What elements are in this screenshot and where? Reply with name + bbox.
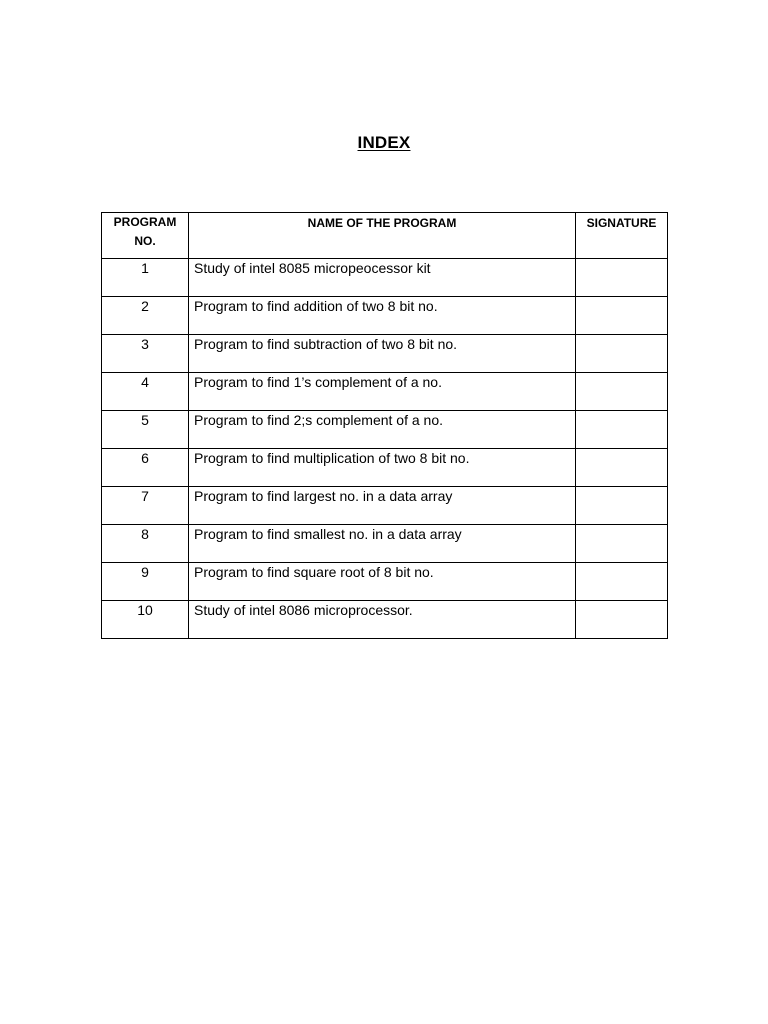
program-number-cell: 1: [102, 259, 189, 297]
program-name-cell: Program to find multiplication of two 8 bit no.: [189, 449, 576, 487]
header-program-no-line2: NO.: [134, 234, 156, 248]
signature-cell: [576, 487, 668, 525]
program-number-cell: 3: [102, 335, 189, 373]
program-number-cell: 6: [102, 449, 189, 487]
signature-cell: [576, 373, 668, 411]
table-row: [102, 449, 668, 487]
program-name-cell: Study of intel 8085 micropeocessor kit: [189, 259, 576, 297]
page-title: INDEX: [357, 133, 411, 152]
index-table: [101, 212, 668, 639]
program-name-cell: Program to find square root of 8 bit no.: [189, 563, 576, 601]
table-header-row: [102, 213, 668, 259]
program-name-cell: Program to find 2;s complement of a no.: [189, 411, 576, 449]
signature-cell: [576, 297, 668, 335]
program-number-cell: 9: [102, 563, 189, 601]
header-program-no-line1: PROGRAM: [113, 215, 177, 229]
table-row: [102, 259, 668, 297]
table-row: [102, 335, 668, 373]
program-name-cell: Program to find smallest no. in a data array: [189, 525, 576, 563]
header-program-name: NAME OF THE PROGRAM: [189, 213, 576, 259]
signature-cell: [576, 563, 668, 601]
header-signature: SIGNATURE: [576, 213, 668, 259]
program-number-cell: 5: [102, 411, 189, 449]
signature-cell: [576, 525, 668, 563]
program-number-cell: 4: [102, 373, 189, 411]
program-number-cell: 10: [102, 601, 189, 639]
program-name-cell: Program to find largest no. in a data array: [189, 487, 576, 525]
program-number-cell: 7: [102, 487, 189, 525]
program-name-cell: Study of intel 8086 microprocessor.: [189, 601, 576, 639]
table-row: [102, 525, 668, 563]
header-program-no: [102, 213, 189, 259]
table-row: [102, 563, 668, 601]
table-row: [102, 373, 668, 411]
table-row: [102, 411, 668, 449]
table-row: [102, 297, 668, 335]
program-name-cell: Program to find subtraction of two 8 bit no.: [189, 335, 576, 373]
table-row: [102, 487, 668, 525]
signature-cell: [576, 335, 668, 373]
signature-cell: [576, 259, 668, 297]
signature-cell: [576, 411, 668, 449]
signature-cell: [576, 449, 668, 487]
program-number-cell: 8: [102, 525, 189, 563]
table-row: [102, 601, 668, 639]
program-name-cell: Program to find addition of two 8 bit no.: [189, 297, 576, 335]
program-name-cell: Program to find 1’s complement of a no.: [189, 373, 576, 411]
program-number-cell: 2: [102, 297, 189, 335]
signature-cell: [576, 601, 668, 639]
